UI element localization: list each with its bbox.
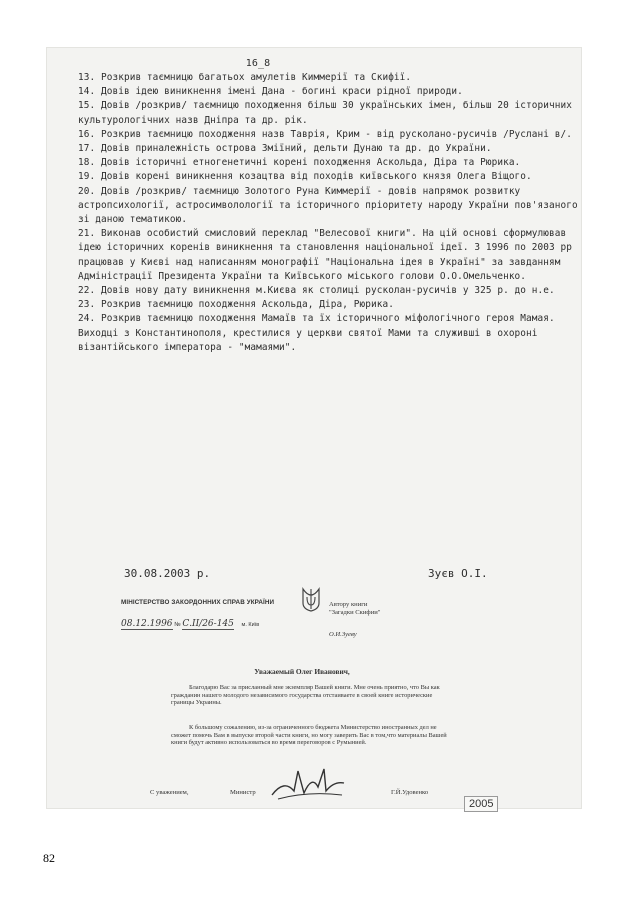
scanned-document: [46, 47, 582, 809]
addressee-line-1: Автору книги: [329, 601, 368, 608]
list-item: 21. Виконав особистий смисловий переклад "Велесової книги". На цій основі сформулював ідею історичних коренів виникнення та становлення національної ідеї. З 1996 по 2003 рр працював у Києві над написанням монографії "Національна ідея в Україні" за завданням Адміністрації Президента України та Київського міського голови О.О.Омельченко.: [78, 228, 578, 282]
typewritten-text: [78, 57, 583, 355]
letter-greeting: Уважаемый Олег Иванович,: [254, 667, 350, 676]
addressee-name: О.И.Зуеву: [329, 631, 357, 638]
letter-position: Министр: [230, 789, 256, 796]
ref-number: С.II/26-145: [182, 619, 234, 629]
year-stamp: 2005: [464, 796, 498, 812]
list-item: 20. Довів /розкрив/ таємницю Золотого Руна Киммерії - довів напрямок розвитку астропсихології, астросимволології та історичного пріоритету народу України пов'язаного зі даною тематикою.: [78, 185, 584, 226]
list-item: 19. Довів корені виникнення козацтва від походів київського князя Олега Віщого.: [78, 171, 532, 183]
list-item: 23. Розкрив таємницю походження Аскольда, Діра, Рюрика.: [78, 299, 394, 311]
list-item: 13. Розкрив таємницю багатьох амулетів Киммерії та Скифії.: [78, 72, 412, 83]
page-number: 82: [43, 851, 55, 865]
page-label: 16_8: [245, 58, 271, 69]
letter-signatory: Г.Й.Удовенко: [391, 789, 429, 796]
handwritten-signature-icon: [268, 761, 348, 805]
ministry-letter: [46, 585, 582, 809]
list-item: 16. Розкрив таємницю походження назв Таврія, Крим - від русколано-русичів /Руслані в/.: [78, 128, 573, 140]
ref-city: м. Київ: [241, 622, 260, 628]
typed-date: 30.08.2003 р.: [124, 567, 211, 580]
list-item: 18. Довів історичні етногенетичні корені походження Аскольда, Діра та Рюрика.: [78, 157, 521, 169]
typed-signature-name: Зуєв О.І.: [428, 567, 488, 580]
list-item: 22. Довів нову дату виникнення м.Києва як столиці русколан-русичів у 325 р. до н.е.: [78, 285, 555, 297]
letter-paragraph-1: Благодарю Вас за присланный мне экземпляр Вашей книги. Мне очень приятно, что Вы как гражданин нашего молодого независимого государства отстаиваете в своей книге исторические границы Украины.: [171, 684, 440, 707]
ref-no-label: №: [174, 622, 181, 628]
ministry-header: МІНІСТЕРСТВО ЗАКОРДОННИХ СПРАВ УКРАЇНИ: [121, 599, 275, 606]
letter-paragraph-2: К большому сожалению, из-за ограниченного бюджета Министерство иностранных дел не сможет помочь Вам в выпуске второй части книги, но могу заверить Вас в том,что материалы Вашей книги будут активно использоваться во время переговоров с Румынией.: [171, 724, 447, 747]
letter-reference: [121, 619, 259, 629]
addressee-line-2: "Загадки Скифии": [329, 609, 381, 616]
ref-date: 08.12.1996: [121, 619, 173, 629]
letter-closing: С уважением,: [150, 789, 189, 796]
trident-emblem-icon: [301, 587, 321, 613]
list-item: 14. Довів ідею виникнення імені Дана - богині краси рідної природи.: [78, 86, 463, 98]
list-item: 17. Довів приналежність острова Зміїний, дельти Дунаю та др. до України.: [78, 143, 492, 155]
list-item: 24. Розкрив таємницю походження Мамаїв та їх історичного міфологічного героя Мамая. Виходці з Константинополя, крестилися у церкви святої Мами та служивші в охороні візантійського імператора - "мамаями".: [78, 313, 561, 353]
addressee-block: [329, 601, 380, 639]
list-item: 15. Довів /розкрив/ таємницю походження більш 30 українських імен, більш 20 історичних культурологічних назв Дніпра та др. рік.: [78, 100, 578, 126]
